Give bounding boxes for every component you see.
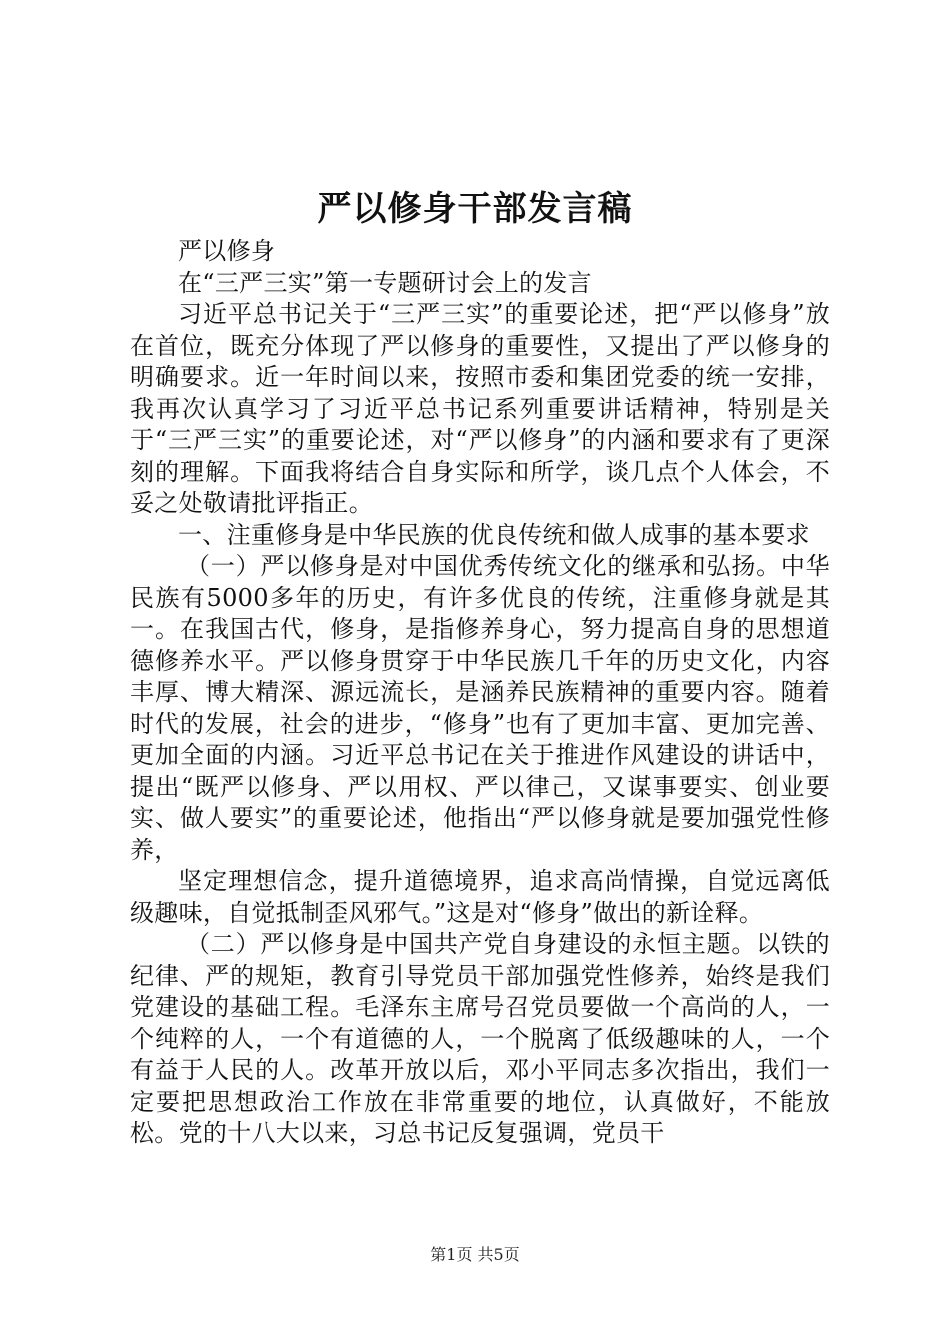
section-heading-1: 一、注重修身是中华民族的优良传统和做人成事的基本要求 (178, 520, 810, 549)
paragraph-section-1-1-cont: 坚定理想信念，提升道德境界，追求高尚情操，自觉远离低级趣味，自觉抵制歪风邪气。”这是对“修身”做出的新诠释。 (130, 867, 830, 927)
page-footer: 第1页 共5页 (430, 1245, 520, 1264)
paragraph-section-1-2: （二）严以修身是中国共产党自身建设的永恒主题。以铁的纪律、严的规矩，教育引导党员干部加强党性修养，始终是我们党建设的基础工程。毛泽东主席号召党员要做一个高尚的人，一个纯粹的人，一个有道德的人，一个脱离了低级趣味的人，一个有益于人民的人。改革开放以后，邓小平同志多次指出，我们一定要把思想政治工作放在非常重要的地位，认真做好，不能放松。党的十八大以来，习总书记反复强调，党员干 (130, 930, 830, 1147)
paragraph-subtitle: 在“三严三实”第一专题研讨会上的发言 (178, 268, 592, 297)
paragraph-section-1-1: （一）严以修身是对中国优秀传统文化的继承和弘扬。中华民族有5000多年的历史，有许多优良的传统，注重修身就是其一。在我国古代，修身，是指修养身心，努力提高自身的思想道德修养水平。严以修身贯穿于中华民族几千年的历史文化，内容丰厚、博大精深、源远流长，是涵养民族精神的重要内容。随着时代的发展，社会的进步，“修身”也有了更加丰富、更加完善、更加全面的内涵。习近平总书记在关于推进作风建设的讲话中，提出“既严以修身、严以用权、严以律己，又谋事要实、创业要实、做人要实”的重要论述，他指出“严以修身就是要加强党性修养， (130, 552, 830, 864)
paragraph-intro: 习近平总书记关于“三严三实”的重要论述，把“严以修身”放在首位，既充分体现了严以修身的重要性，又提出了严以修身的明确要求。近一年时间以来，按照市委和集团党委的统一安排，我再次认真学习了习近平总书记系列重要讲话精神，特别是关于“三严三实”的重要论述，对“严以修身”的内涵和要求有了更深刻的理解。下面我将结合自身实际和所学，谈几点个人体会，不妥之处敬请批评指正。 (130, 300, 830, 517)
paragraph-heading-1: 严以修身 (178, 237, 276, 265)
document-body (130, 236, 830, 1150)
document-title: 严以修身干部发言稿 (317, 189, 633, 229)
